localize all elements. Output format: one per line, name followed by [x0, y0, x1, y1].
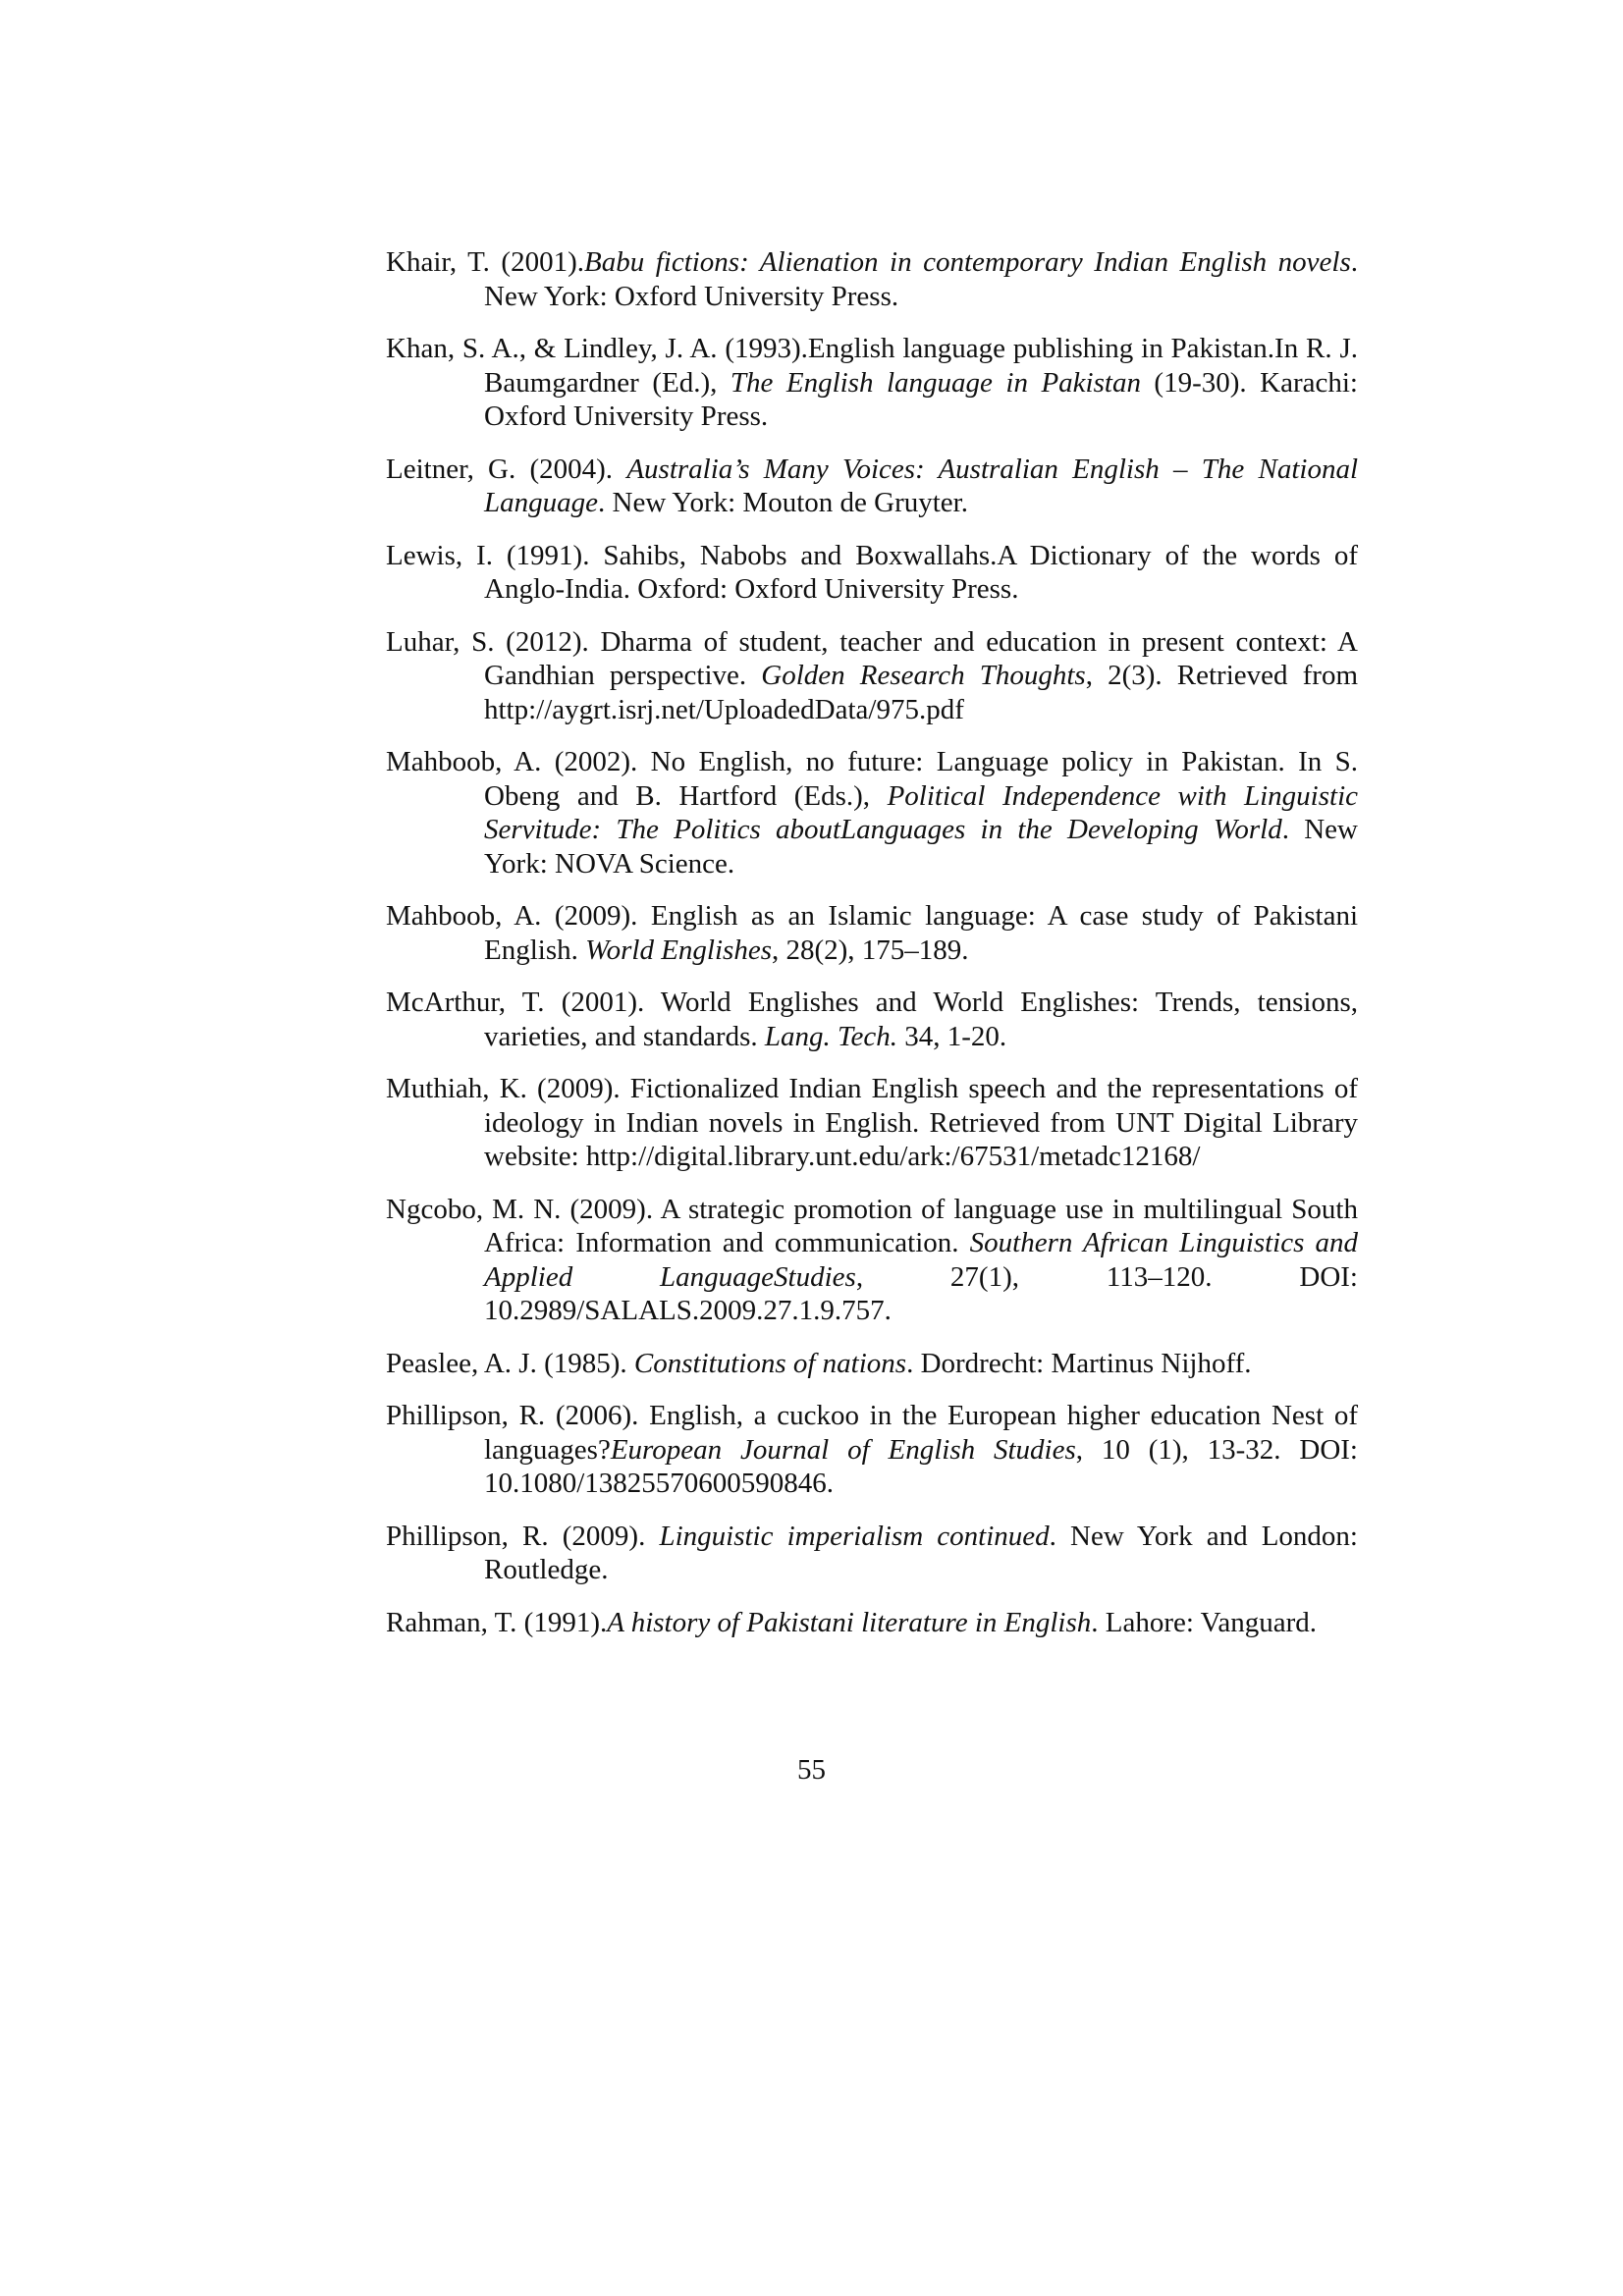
- reference-text: . New York: Oxford University Press.: [484, 246, 1358, 312]
- reference-text: , 28(2), 175–189.: [771, 934, 969, 966]
- reference-text: Muthiah, K. (2009). Fictionalized Indian English speech and the representations of ideology in Indian novels in English. Retrieved from UNT Digital Library website: http://digital.library.unt.edu/ark:/67531/metadc12168/: [386, 1073, 1358, 1172]
- reference-text: , 27(1), 113–120. DOI: 10.2989/SALALS.2009.27.1.9.757.: [484, 1260, 1358, 1326]
- reference-italic-title: Southern African Linguistics and Applied LanguageStudies: [484, 1227, 1359, 1293]
- reference-text: 34, 1-20.: [896, 1020, 1007, 1052]
- reference-entry: [386, 453, 1358, 520]
- reference-italic-title: Political Independence with Linguistic Servitude: The Politics aboutLanguages in the Developing World: [484, 779, 1359, 845]
- reference-entry: [386, 745, 1358, 881]
- reference-entry: [386, 899, 1358, 967]
- reference-entry: [386, 625, 1358, 727]
- reference-italic-title: Golden Research Thoughts: [761, 660, 1086, 691]
- reference-text: Lewis, I. (1991). Sahibs, Nabobs and Boxwallahs.A Dictionary of the words of Anglo-India. Oxford: Oxford University Press.: [386, 539, 1358, 605]
- reference-entry: [386, 986, 1358, 1053]
- reference-text: Mahboob, A. (2009). English as an Islamic language: A case study of Pakistani English.: [386, 900, 1358, 966]
- page-number: 55: [797, 1754, 826, 1786]
- reference-text: Khan, S. A., & Lindley, J. A. (1993).English language publishing in Pakistan.In R. J. Baumgardner (Ed.),: [386, 333, 1358, 399]
- reference-italic-title: Lang. Tech.: [764, 1020, 897, 1052]
- reference-entry: [386, 332, 1358, 434]
- reference-entry: [386, 1520, 1358, 1587]
- reference-text: Rahman, T. (1991).: [386, 1606, 608, 1638]
- reference-text: Phillipson, R. (2009).: [386, 1520, 660, 1552]
- reference-italic-title: Australia’s Many Voices: Australian English – The National Language: [484, 453, 1359, 518]
- reference-list: [386, 245, 1358, 1658]
- reference-entry: [386, 1193, 1358, 1328]
- reference-italic-title: European Journal of English Studies: [610, 1433, 1076, 1466]
- reference-text: . Dordrecht: Martinus Nijhoff.: [906, 1347, 1252, 1379]
- reference-text: . Lahore: Vanguard.: [1091, 1606, 1318, 1638]
- reference-text: . New York and London: Routledge.: [484, 1520, 1358, 1585]
- reference-entry: [386, 539, 1358, 607]
- reference-text: . New York: NOVA Science.: [484, 814, 1358, 880]
- reference-italic-title: A history of Pakistani literature in English: [607, 1606, 1092, 1638]
- reference-text: Luhar, S. (2012). Dharma of student, teacher and education in present context: A Gandhian perspective.: [386, 625, 1358, 691]
- reference-entry: [386, 1072, 1358, 1174]
- reference-text: Phillipson, R. (2006). English, a cuckoo in the European higher education Nest of languages?: [386, 1400, 1358, 1466]
- reference-entry: [386, 1347, 1358, 1381]
- reference-italic-title: The English language in Pakistan: [730, 366, 1141, 399]
- reference-text: McArthur, T. (2001). World Englishes and World Englishes: Trends, tensions, varieties, and standards.: [386, 987, 1358, 1052]
- reference-entry: [386, 245, 1358, 313]
- reference-text: (19-30). Karachi: Oxford University Press.: [484, 366, 1358, 432]
- reference-text: Peaslee, A. J. (1985).: [386, 1347, 634, 1379]
- reference-entry: [386, 1606, 1358, 1640]
- reference-entry: [386, 1399, 1358, 1501]
- reference-text: , 10 (1), 13-32. DOI: 10.1080/13825570600590846.: [484, 1433, 1358, 1499]
- reference-text: Khair, T. (2001).: [386, 246, 584, 278]
- reference-italic-title: Linguistic imperialism continued: [659, 1520, 1050, 1552]
- reference-italic-title: World Englishes: [585, 934, 772, 966]
- reference-italic-title: Constitutions of nations: [633, 1347, 907, 1379]
- reference-text: Mahboob, A. (2002). No English, no future: Language policy in Pakistan. In S. Obeng and B. Hartford (Eds.),: [386, 746, 1358, 812]
- reference-text: Ngcobo, M. N. (2009). A strategic promotion of language use in multilingual South Africa: Information and communication.: [386, 1193, 1358, 1258]
- reference-text: . New York: Mouton de Gruyter.: [598, 487, 968, 518]
- reference-text: Leitner, G. (2004).: [386, 453, 627, 485]
- reference-italic-title: Babu fictions: Alienation in contemporary Indian English novels: [583, 246, 1351, 278]
- reference-text: , 2(3). Retrieved from http://aygrt.isrj.net/UploadedData/975.pdf: [484, 660, 1359, 725]
